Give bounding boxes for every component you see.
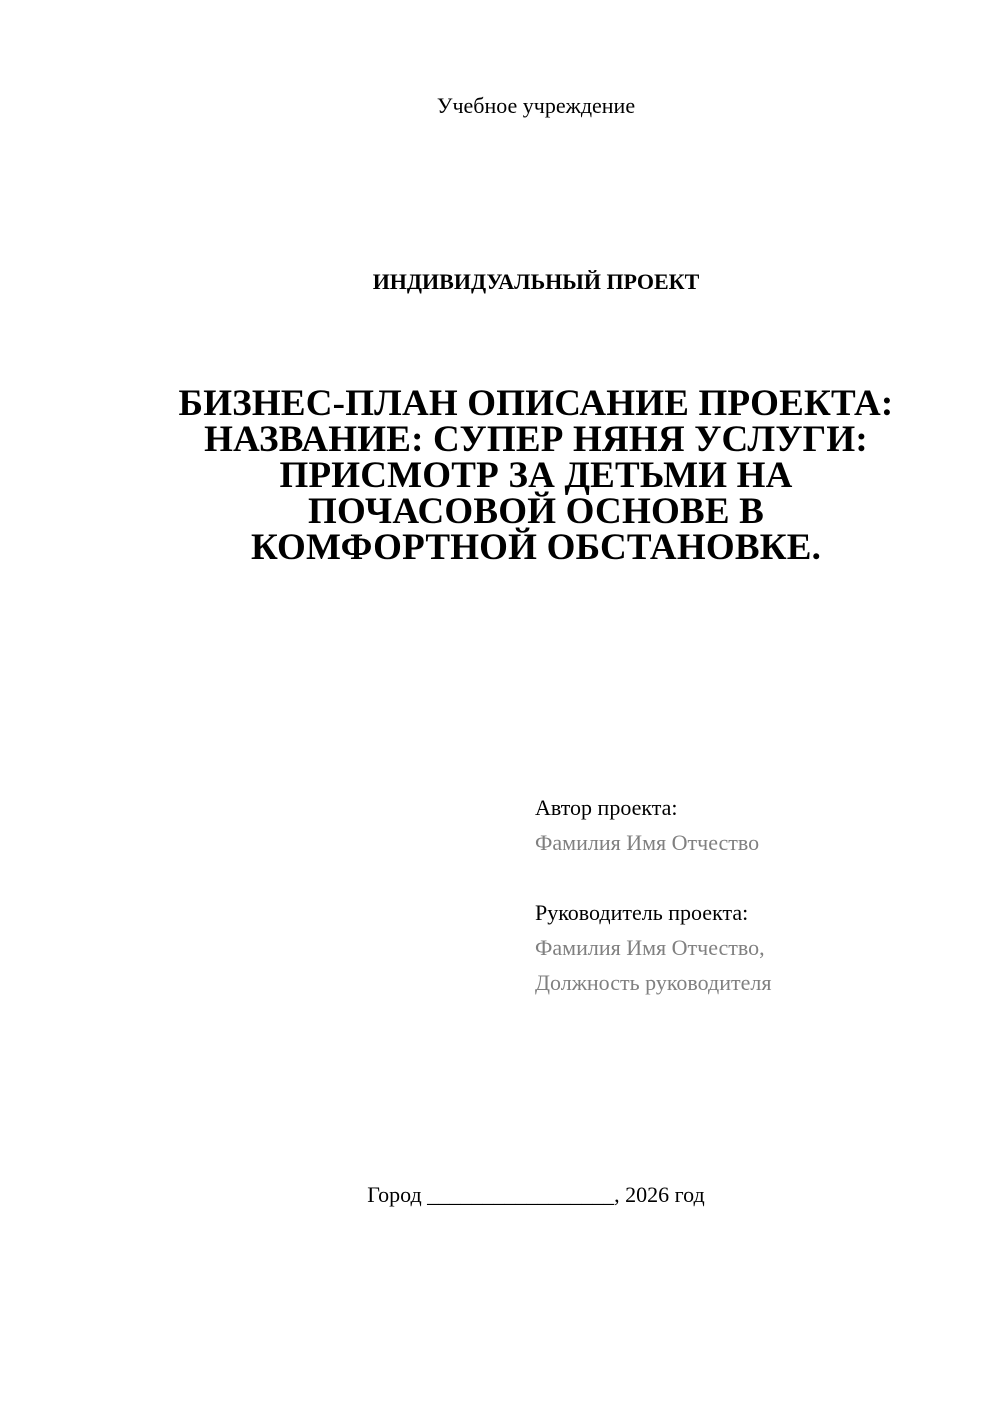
project-title — [150, 383, 922, 568]
year-text: , 2026 год — [614, 1182, 705, 1207]
city-label: Город — [367, 1182, 422, 1207]
title-line: ПОЧАСОВОЙ ОСНОВЕ В — [307, 491, 765, 532]
credits-block — [535, 790, 975, 1000]
institution-name: Учебное учреждение — [436, 93, 636, 118]
title-line: НАЗВАНИЕ: СУПЕР НЯНЯ УСЛУГИ: — [204, 419, 868, 460]
supervisor-name: Фамилия Имя Отчество, — [535, 935, 765, 960]
author-name: Фамилия Имя Отчество — [535, 830, 760, 855]
author-label: Автор проекта: — [535, 795, 678, 820]
title-line: КОМФОРТНОЙ ОБСТАНОВКЕ. — [250, 527, 822, 568]
supervisor-position: Должность руководителя — [535, 970, 772, 995]
city-blank: _________________ — [427, 1182, 615, 1207]
title-line: БИЗНЕС-ПЛАН ОПИСАНИЕ ПРОЕКТА: — [178, 383, 894, 424]
city-year-line — [0, 1181, 1000, 1209]
document-type: ИНДИВИДУАЛЬНЫЙ ПРОЕКТ — [372, 269, 700, 294]
spacer — [535, 860, 975, 895]
supervisor-label: Руководитель проекта: — [535, 900, 749, 925]
title-line: ПРИСМОТР ЗА ДЕТЬМИ НА — [279, 455, 793, 496]
